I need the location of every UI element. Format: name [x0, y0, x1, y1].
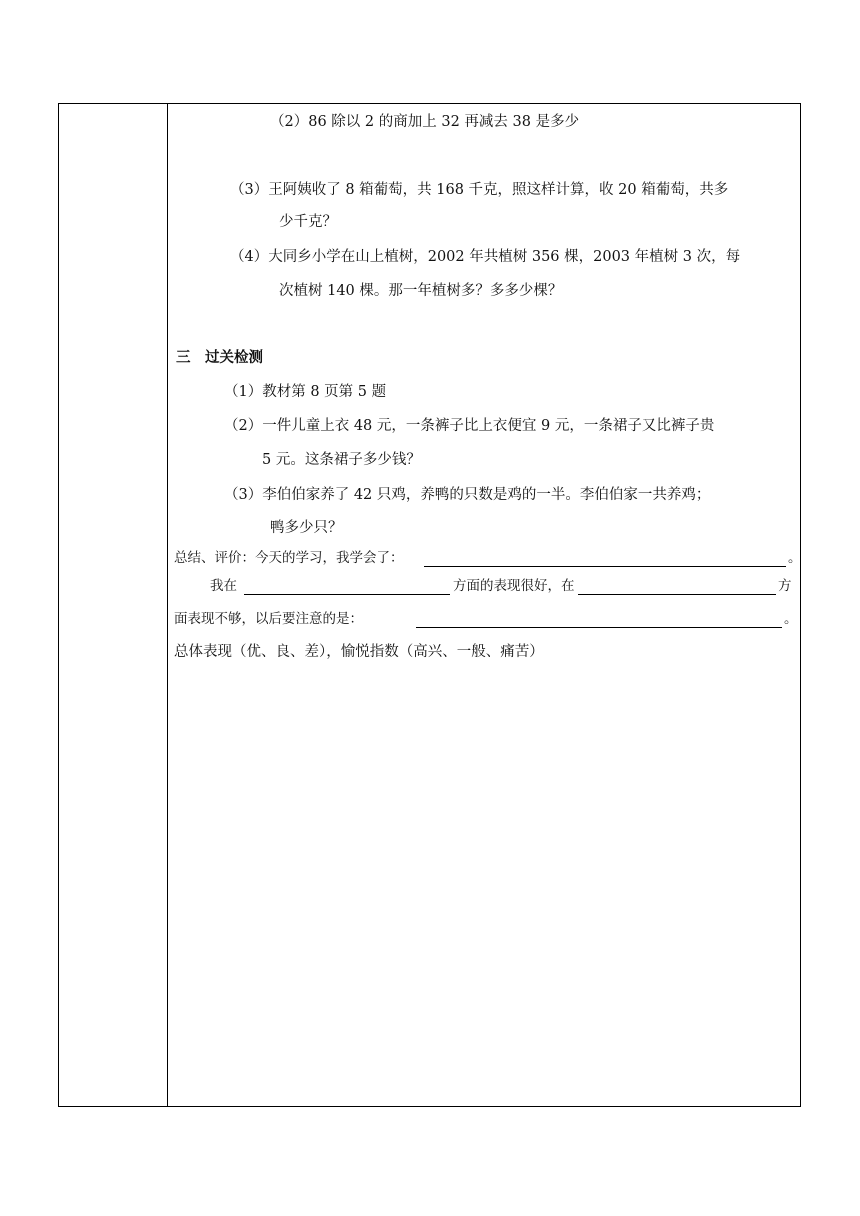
- summary-line3-period: 。: [784, 611, 798, 627]
- summary-line2-end: 方: [778, 578, 792, 594]
- good-aspect-blank-line: [244, 594, 450, 595]
- question-4-trees-line1: （4）大同乡小学在山上植树，2002 年共植树 356 棵，2003 年植树 3 次，每: [230, 249, 741, 265]
- summary-label: 总结、评价：今天的学习，我学会了：: [174, 550, 404, 566]
- check-question-2-line2: 5 元。这条裙子多少钱？: [262, 452, 421, 468]
- learned-blank-line: [424, 566, 786, 567]
- overall-performance-line: 总体表现（优、良、差），愉悦指数（高兴、一般、痛苦）: [174, 644, 544, 660]
- check-question-3-line1: （3）李伯伯家养了 42 只鸡，养鸭的只数是鸡的一半。李伯伯家一共养鸡；: [224, 487, 711, 503]
- summary-line2-middle: 方面的表现很好，在: [453, 578, 575, 594]
- question-3-grapes-line2: 少千克？: [279, 214, 337, 230]
- question-4-trees-line2: 次植树 140 棵。那一年植树多？多多少棵？: [279, 283, 563, 299]
- section-heading-check: 三 过关检测: [176, 350, 263, 366]
- summary-line2-start: 我在: [210, 578, 237, 594]
- summary-line3-label: 面表现不够，以后要注意的是：: [174, 611, 363, 627]
- check-question-1: （1）教材第 8 页第 5 题: [224, 384, 387, 400]
- attention-blank-line: [416, 627, 782, 628]
- check-question-2-line1: （2）一件儿童上衣 48 元，一条裤子比上衣便宜 9 元，一条裙子又比裤子贵: [224, 418, 715, 434]
- question-2-86: （2）86 除以 2 的商加上 32 再减去 38 是多少: [270, 114, 580, 130]
- weak-aspect-blank-line: [578, 594, 776, 595]
- question-3-grapes-line1: （3）王阿姨收了 8 箱葡萄，共 168 千克，照这样计算，收 20 箱葡萄，共多: [230, 182, 729, 198]
- check-question-3-line2: 鸭多少只？: [270, 520, 343, 536]
- summary-line1-period: 。: [788, 550, 802, 566]
- column-divider: [167, 103, 168, 1107]
